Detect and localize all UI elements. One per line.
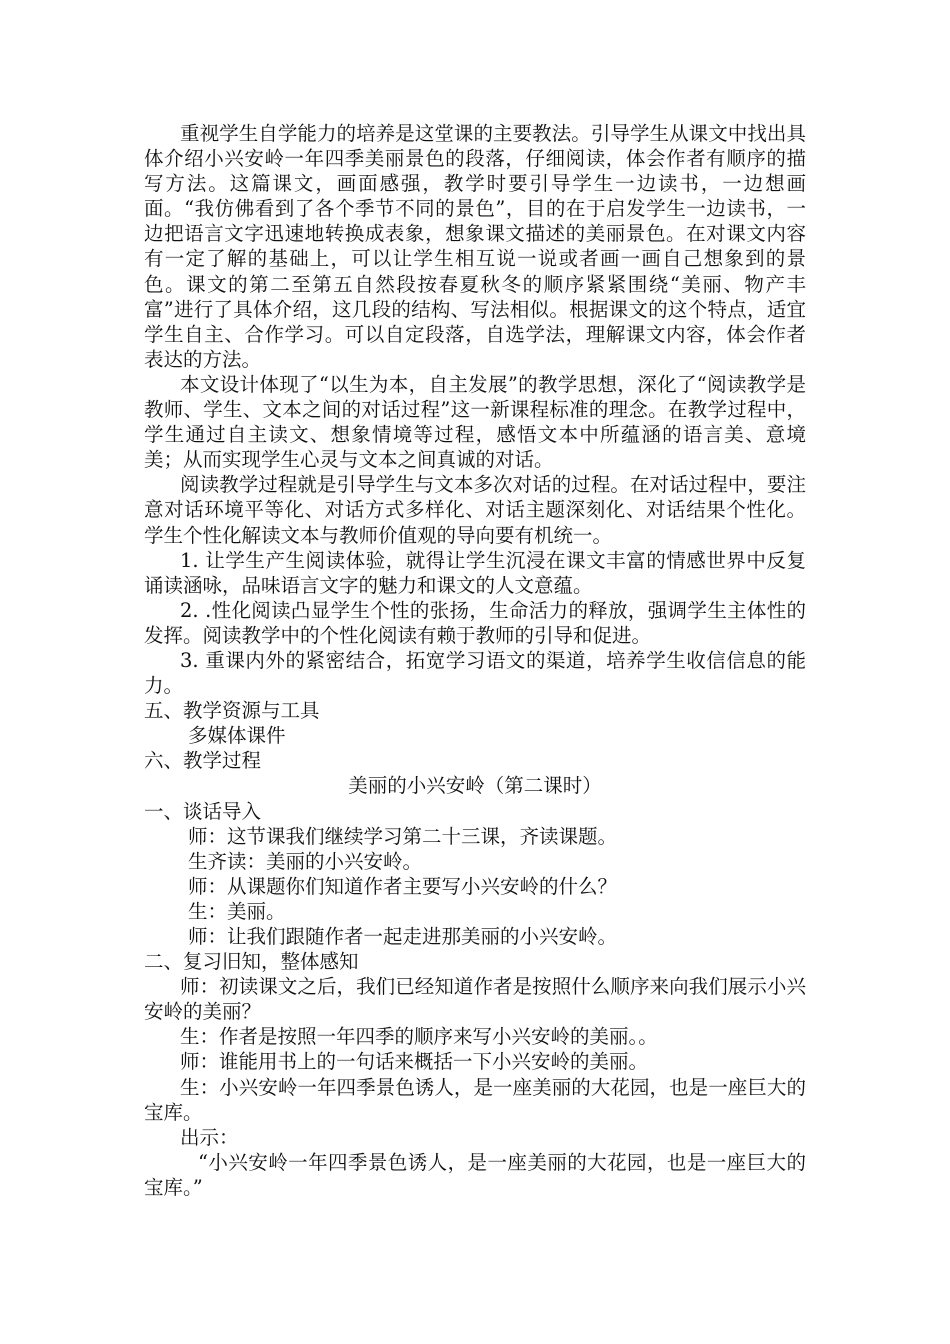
paragraph-teaching-method: 重视学生自学能力的培养是这堂课的主要教法。引导学生从课文中找出具体介绍小兴安岭一年四季美丽景色的段落，仔细阅读，体会作者有顺序的描写方法。这篇课文，画面感强，教学时要引导学生一边读书，一边想画面。“我仿佛看到了各个季节不同的景色”，目的在于启发学生一边读书，一边把语言文字迅速地转换成表象，想象课文描述的美丽景色。在对课文内容有一定了解的基础上，可以让学生相互说一说或者画一画自己想象到的景色。课文的第二至第五自然段按春夏秋冬的顺序紧紧围绕“美丽、物产丰富”进行了具体介绍，这几段的结构、写法相似。根据课文的这个特点，适宜学生自主、合作学习。可以自定段落，自选学法，理解课文内容，体会作者表达的方法。 [144, 122, 806, 371]
dialog-line: 师：让我们跟随作者一起走进那美丽的小兴安岭。 [188, 925, 618, 948]
list-item-personalized-reading: 2. .性化阅读凸显学生个性的张扬，生命活力的释放，强调学生主体性的发挥。阅读教学中的个性化阅读有赖于教师的引导和促进。 [144, 598, 806, 647]
dialog-line: 师：从课题你们知道作者主要写小兴安岭的什么？ [188, 874, 618, 898]
document-body [144, 121, 806, 1200]
section-heading-process: 六、教学过程 [144, 749, 262, 773]
dialog-line: 生：小兴安岭一年四季景色诱人，是一座美丽的大花园，也是一座巨大的宝库。 [144, 1075, 806, 1124]
dialog-line: 师：初读课文之后，我们已经知道作者是按照什么顺序来向我们展示小兴安岭的美丽？ [144, 975, 806, 1024]
display-quote: “小兴安岭一年四季景色诱人，是一座美丽的大花园，也是一座巨大的宝库。” [144, 1150, 806, 1199]
part-heading-intro: 一、谈话导入 [144, 799, 262, 823]
dialog-line: 师：这节课我们继续学习第二十三课，齐读课题。 [188, 824, 618, 848]
part-heading-review: 二、复习旧知，整体感知 [144, 950, 359, 974]
paragraph-design-concept: 本文设计体现了“以生为本，自主发展”的教学思想，深化了“阅读教学是教师、学生、文本之间的对话过程”这一新课程标准的理念。在教学过程中，学生通过自主读文、想象情境等过程，感悟文本中所蕴涵的语言美、意境美；从而实现学生心灵与文本之间真诚的对话。 [144, 372, 806, 472]
paragraph-dialogue-process: 阅读教学过程就是引导学生与文本多次对话的过程。在对话过程中，要注意对话环境平等化、对话方式多样化、对话主题深刻化、对话结果个性化。学生个性化解读文本与教师价值观的导向要有机统一。 [144, 473, 806, 547]
resource-item: 多媒体课件 [188, 724, 286, 748]
dialog-line: 生：美丽。 [188, 899, 286, 923]
list-item-inside-outside: 3. 重课内外的紧密结合，拓宽学习语文的渠道，培养学生收信信息的能力。 [144, 648, 806, 698]
lesson-title: 美丽的小兴安岭（第二课时） [348, 774, 602, 798]
dialog-line: 生齐读：美丽的小兴安岭。 [188, 849, 423, 873]
section-heading-resources: 五、教学资源与工具 [144, 699, 320, 723]
dialog-line: 师：谁能用书上的一句话来概括一下小兴安岭的美丽。 [180, 1050, 649, 1074]
display-label: 出示： [180, 1125, 239, 1149]
dialog-line: 生：作者是按照一年四季的顺序来写小兴安岭的美丽。。 [180, 1025, 658, 1049]
list-item-reading-experience: 1. 让学生产生阅读体验，就得让学生沉浸在课文丰富的情感世界中反复诵读涵咏，品味语言文字的魅力和课文的人文意蕴。 [144, 548, 806, 597]
